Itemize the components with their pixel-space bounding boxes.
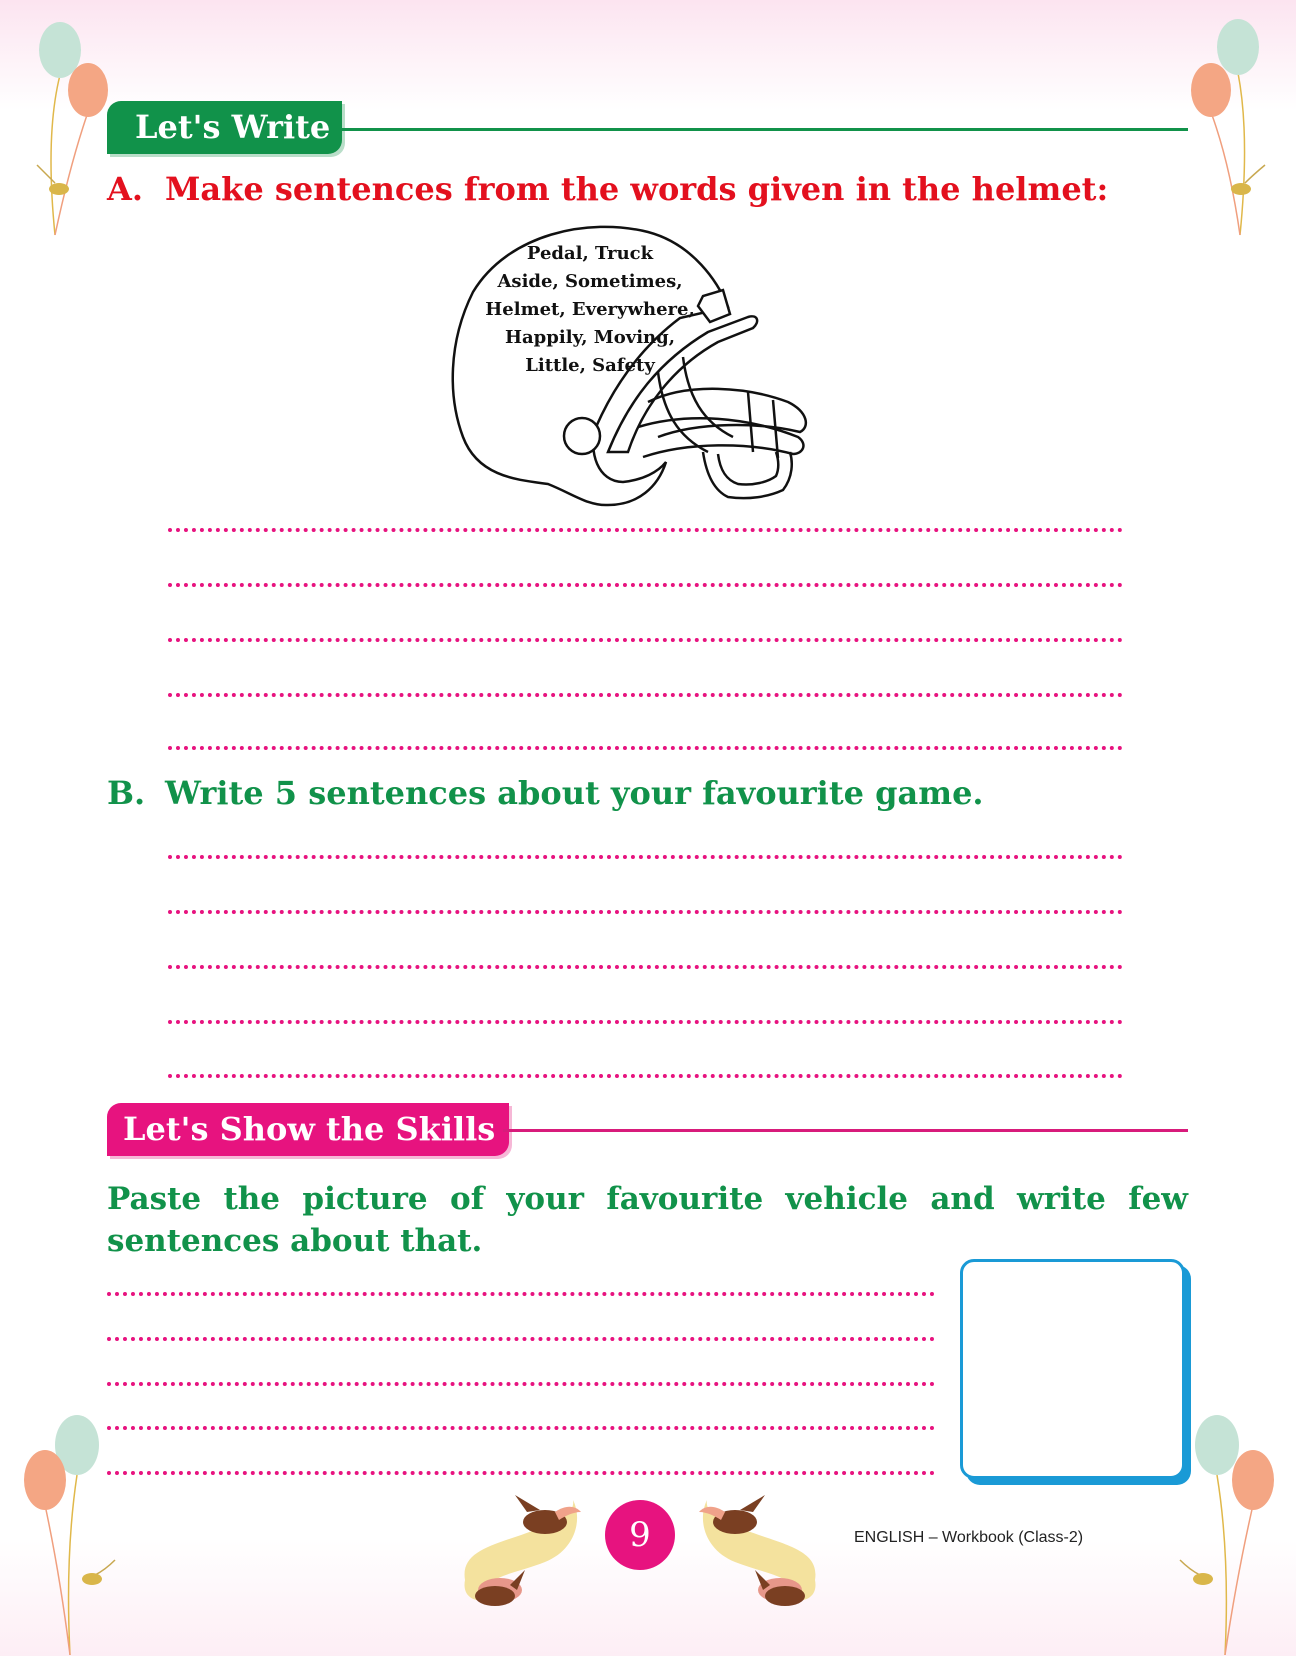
writing-line-a4[interactable] (168, 693, 1123, 697)
bird-ribbon-right-decoration (695, 1490, 825, 1615)
balloons-bottom-right (1175, 1405, 1285, 1655)
helmet-word-list (470, 240, 710, 380)
bird-ribbon-left-decoration (455, 1490, 585, 1615)
question-a-letter: A. (107, 170, 143, 208)
helmet-word-line: Happily, Moving, (505, 327, 675, 348)
writing-line-a2[interactable] (168, 583, 1123, 587)
writing-line-a1[interactable] (168, 528, 1123, 532)
section-title-lets-write: Let's Write (107, 101, 342, 154)
writing-line-a3[interactable] (168, 638, 1123, 642)
question-a-text: Make sentences from the words given in the helmet: (165, 170, 1109, 208)
picture-paste-box[interactable] (960, 1259, 1185, 1479)
writing-line-c4[interactable] (107, 1426, 935, 1430)
section-title-show-skills: Let's Show the Skills (107, 1103, 509, 1156)
question-b (107, 774, 984, 812)
footer-book-title: ENGLISH – Workbook (Class-2) (854, 1529, 1084, 1546)
balloons-bottom-left (15, 1405, 125, 1655)
paste-instruction: Paste the picture of your favourite vehicle and write few sentences about that. (107, 1181, 1188, 1259)
writing-line-b5[interactable] (168, 1074, 1123, 1078)
page-number: 9 (605, 1500, 675, 1570)
writing-line-c2[interactable] (107, 1337, 935, 1341)
writing-line-b3[interactable] (168, 965, 1123, 969)
writing-line-c5[interactable] (107, 1471, 935, 1475)
helmet-word-line: Little, Safety (525, 355, 655, 376)
section-divider-pink (503, 1129, 1188, 1132)
balloons-top-right (1175, 15, 1285, 245)
writing-line-b1[interactable] (168, 855, 1123, 859)
writing-line-c1[interactable] (107, 1292, 935, 1296)
question-a (107, 170, 1108, 208)
writing-line-a5[interactable] (168, 746, 1123, 750)
helmet-word-line: Pedal, Truck (526, 243, 654, 264)
question-b-text: Write 5 sentences about your favourite game. (165, 774, 984, 812)
writing-line-b2[interactable] (168, 910, 1123, 914)
helmet-word-line: Helmet, Everywhere, (485, 299, 695, 320)
helmet-word-line: Aside, Sometimes, (497, 271, 683, 292)
writing-line-b4[interactable] (168, 1020, 1123, 1024)
section-divider-green (330, 128, 1188, 131)
writing-line-c3[interactable] (107, 1382, 935, 1386)
question-b-letter: B. (107, 774, 146, 812)
